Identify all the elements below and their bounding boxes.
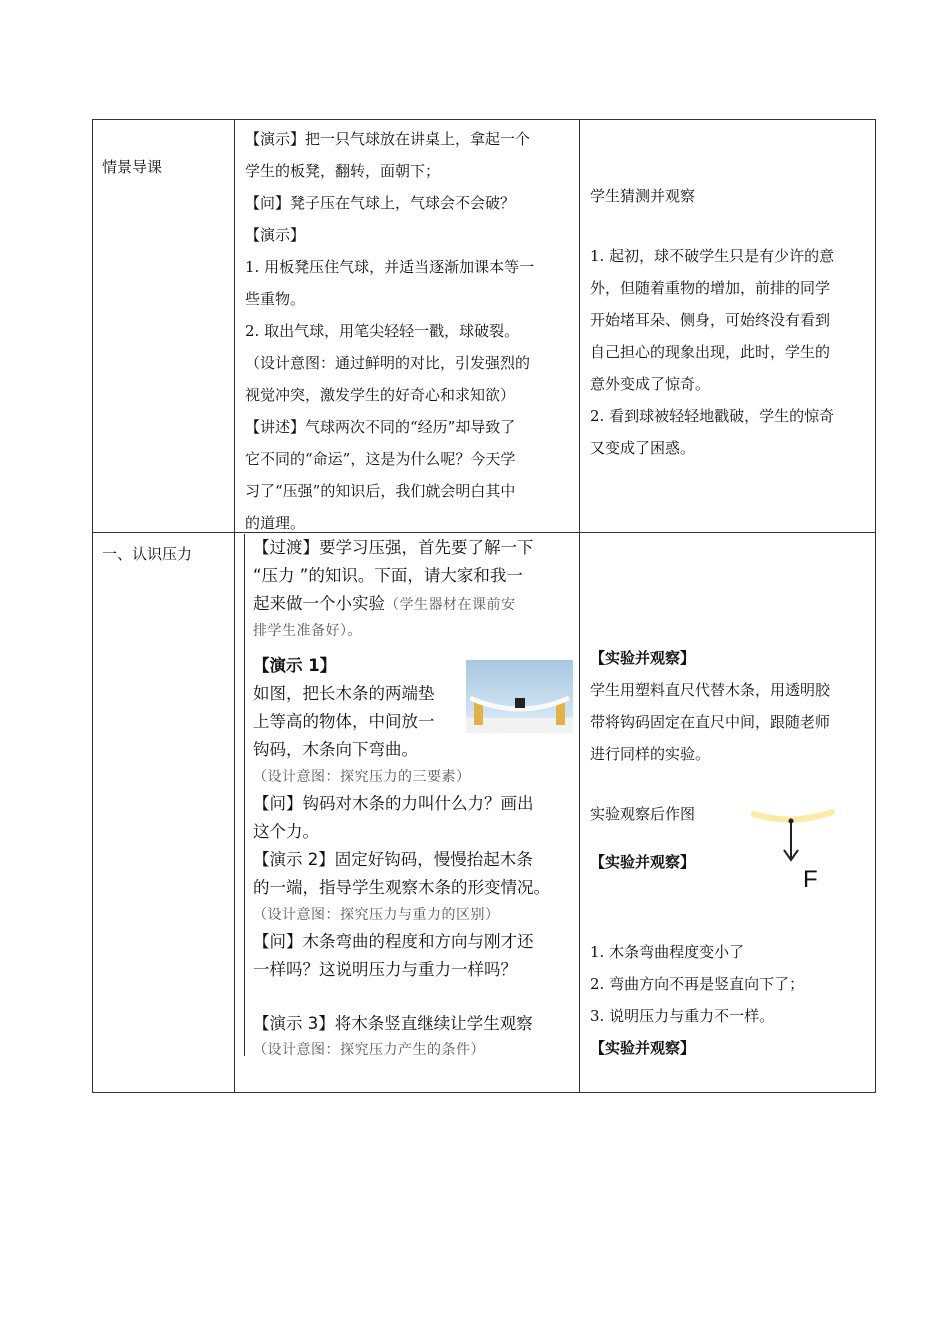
experiment-heading: 【实验并观察】 bbox=[590, 1039, 696, 1057]
text-line: 意外变成了惊奇。 bbox=[590, 375, 711, 393]
text-line: 2. 取出气球，用笔尖轻轻一戳，球破裂。 bbox=[245, 322, 520, 340]
row1-label: 情景导课 bbox=[102, 158, 163, 176]
text-line: 【演示】把一只气球放在讲桌上，拿起一个 bbox=[245, 130, 531, 148]
demo3-line: 【演示 3】将木条竖直继续让学生观察 bbox=[253, 1014, 533, 1033]
demo1-line: 钩码，木条向下弯曲。 bbox=[253, 740, 418, 759]
transition-line: 【过渡】要学习压强，首先要了解一下 bbox=[253, 538, 534, 557]
bent-strip-image bbox=[466, 660, 573, 733]
demo1-title: 【演示 1】 bbox=[253, 656, 337, 675]
demo1-line: 上等高的物体，中间放一 bbox=[253, 712, 435, 731]
transition-note: 排学生准备好）。 bbox=[253, 623, 362, 639]
student-activity-title: 学生猜测并观察 bbox=[590, 187, 696, 205]
text-line: 视觉冲突，激发学生的好奇心和求知欲） bbox=[245, 386, 516, 404]
row2-label: 一、认识压力 bbox=[102, 545, 193, 563]
column-divider-2 bbox=[579, 119, 580, 1093]
row2-activities bbox=[253, 534, 573, 1062]
text-line: 【讲述】气球两次不同的“经历”却导致了 bbox=[245, 418, 516, 436]
drawing-caption: 实验观察后作图 bbox=[590, 805, 696, 823]
transition-line: “压力 ”的知识。下面，请大家和我一 bbox=[253, 566, 523, 585]
question1-line: 这个力。 bbox=[253, 822, 319, 841]
text-line: 学生的板凳，翻转，面朝下； bbox=[245, 162, 441, 180]
demo1-line: 如图，把长木条的两端垫 bbox=[253, 684, 435, 703]
text-line: 又变成了困惑。 bbox=[590, 439, 696, 457]
transition-note: （学生器材在课前安 bbox=[385, 597, 516, 613]
text-line: 些重物。 bbox=[245, 290, 306, 308]
text-line: （设计意图：通过鲜明的对比，引发强烈的 bbox=[245, 354, 531, 372]
text-line: 外，但随着重物的增加，前排的同学 bbox=[590, 279, 831, 297]
row1-activities bbox=[245, 123, 575, 539]
demo1-note: （设计意图：探究压力的三要素） bbox=[253, 769, 471, 785]
text-line: 的道理。 bbox=[245, 514, 306, 532]
inner-border-line bbox=[244, 534, 245, 1056]
text-line: 开始堵耳朵、侧身，可始终没有看到 bbox=[590, 311, 831, 329]
row1-student-activity bbox=[590, 180, 865, 464]
text-line: 2. 弯曲方向不再是竖直向下了； bbox=[590, 975, 805, 993]
demo2-line: 的一端，指导学生观察木条的形变情况。 bbox=[253, 878, 550, 897]
text-line: 进行同样的实验。 bbox=[590, 745, 711, 763]
text-line: 【演示】 bbox=[245, 226, 306, 244]
text-line: 习了“压强”的知识后，我们就会明白其中 bbox=[245, 482, 516, 500]
text-line: 带将钩码固定在直尺中间，跟随老师 bbox=[590, 713, 831, 731]
text-line: 3. 说明压力与重力不一样。 bbox=[590, 1007, 775, 1025]
column-divider-1 bbox=[234, 119, 235, 1093]
force-diagram bbox=[748, 800, 843, 900]
demo2-note: （设计意图：探究压力与重力的区别） bbox=[253, 907, 500, 923]
text-line: 【问】凳子压在气球上，气球会不会破？ bbox=[245, 194, 516, 212]
question2-line: 一样吗？这说明压力与重力一样吗？ bbox=[253, 960, 517, 979]
question1-line: 【问】钩码对木条的力叫什么力？画出 bbox=[253, 794, 534, 813]
demo3-note: （设计意图：探究压力产生的条件） bbox=[253, 1042, 485, 1058]
text-line: 1. 木条弯曲程度变小了 bbox=[590, 943, 745, 961]
text-line: 1. 用板凳压住气球，并适当逐渐加课本等一 bbox=[245, 258, 535, 276]
text-line: 自己担心的现象出现，此时，学生的 bbox=[590, 343, 831, 361]
text-line: 2. 看到球被轻轻地戳破，学生的惊奇 bbox=[590, 407, 835, 425]
transition-line: 起来做一个小实验 bbox=[253, 594, 385, 613]
experiment-heading: 【实验并观察】 bbox=[590, 853, 696, 871]
experiment-heading: 【实验并观察】 bbox=[590, 649, 696, 667]
text-line: 1. 起初，球不破学生只是有少许的意 bbox=[590, 247, 835, 265]
force-label: F bbox=[803, 866, 818, 893]
demo2-line: 【演示 2】固定好钩码，慢慢抬起木条 bbox=[253, 850, 533, 869]
text-line: 学生用塑料直尺代替木条，用透明胶 bbox=[590, 681, 831, 699]
question2-line: 【问】木条弯曲的程度和方向与刚才还 bbox=[253, 932, 534, 951]
text-line: 它不同的“命运”，这是为什么呢？今天学 bbox=[245, 450, 516, 468]
demo-photo bbox=[466, 660, 573, 733]
